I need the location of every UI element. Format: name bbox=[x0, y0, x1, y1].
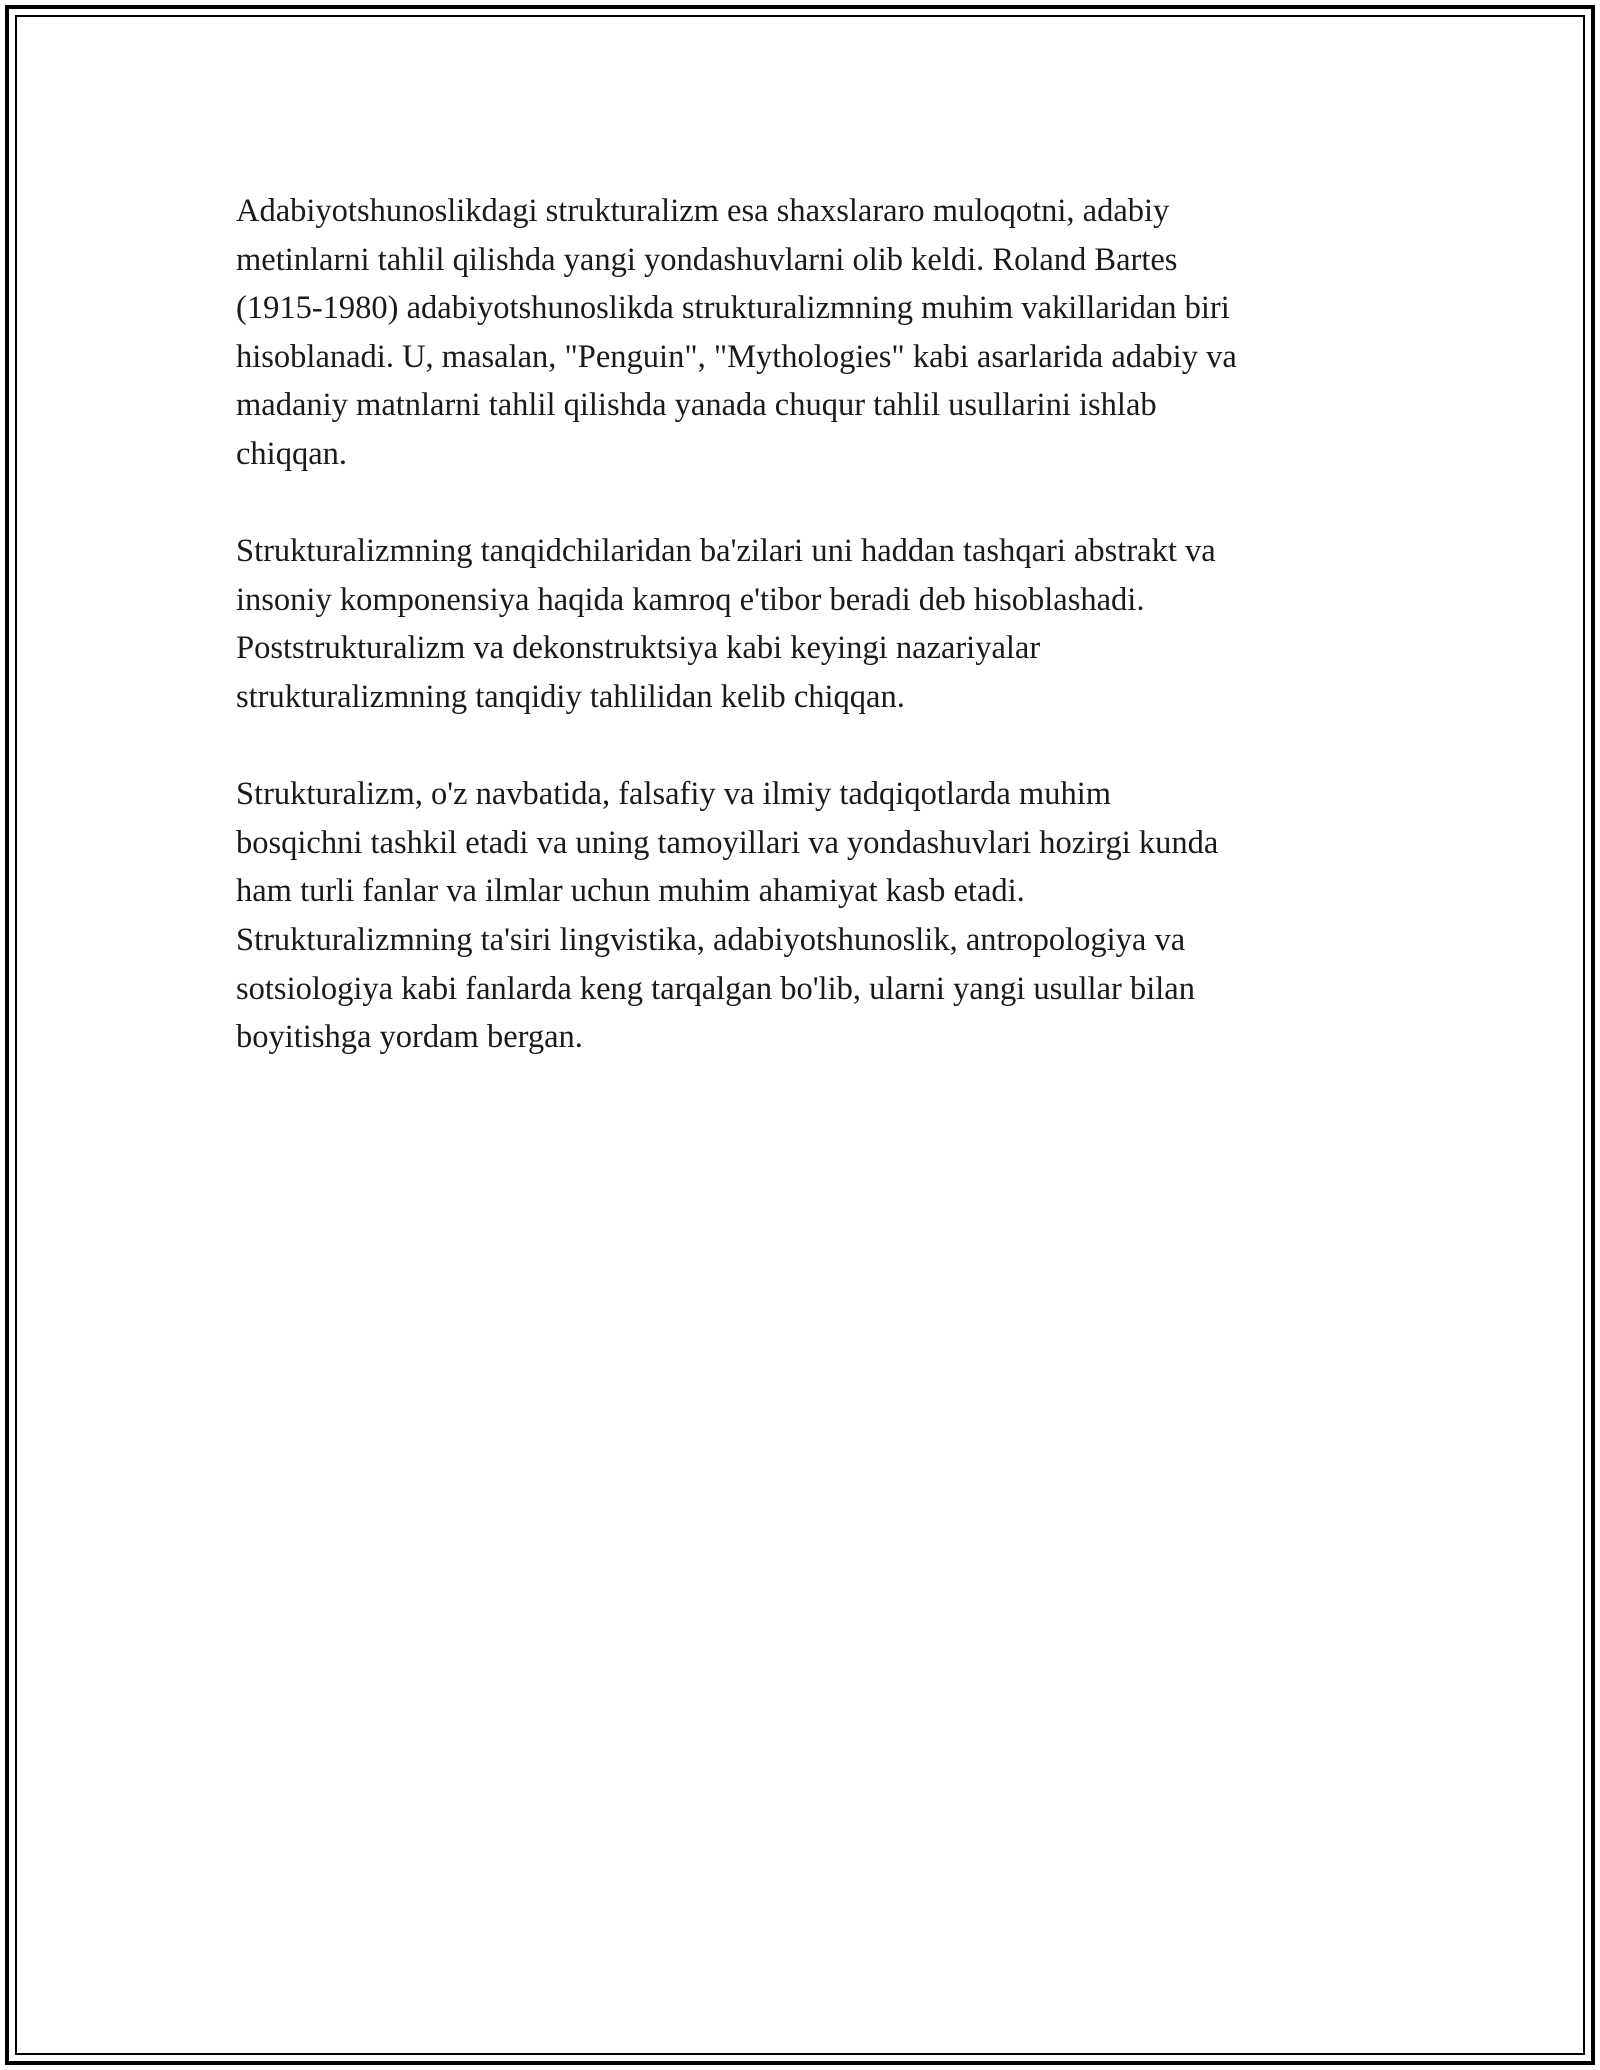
paragraph-1: Adabiyotshunoslikdagi strukturalizm esa shaxslararo muloqotni, adabiy metinlarni tahlil qilishda yangi yondashuvlarni olib keldi. Roland Bartes (1915-1980) adabiyotshunoslikda strukturalizmning muhim vakillaridan biri hisoblanadi. U, masalan, "Penguin", "Mythologies" kabi asarlarida adabiy va madaniy matnlarni tahlil qilishda yanada chuqur tahlil usullarini ishlab chiqqan. bbox=[236, 193, 1237, 472]
document-body bbox=[236, 187, 1386, 1110]
paragraph-2: Strukturalizmning tanqidchilaridan ba'zilari uni haddan tashqari abstrakt va insoniy komponensiya haqida kamroq e'tibor beradi deb hisoblashadi. Poststrukturalizm va dekonstruktsiya kabi keyingi nazariyalar strukturalizmning tanqidiy tahlilidan kelib chiqqan. bbox=[236, 533, 1216, 715]
paragraph-3: Strukturalizm, o'z navbatida, falsafiy va ilmiy tadqiqotlarda muhim bosqichni tashkil etadi va uning tamoyillari va yondashuvlari hozirgi kunda ham turli fanlar va ilmlar uchun muhim ahamiyat kasb etadi. Strukturalizmning ta'siri lingvistika, adabiyotshunoslik, antropologiya va sotsiologiya kabi fanlarda keng tarqalgan bo'lib, ularni yangi usullar bilan boyitishga yordam bergan. bbox=[236, 776, 1219, 1056]
